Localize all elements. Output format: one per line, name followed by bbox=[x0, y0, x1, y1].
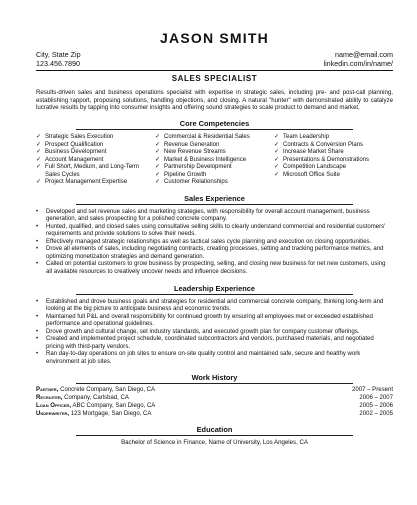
job-row bbox=[36, 411, 393, 419]
checkmark-icon: ✓ bbox=[274, 141, 280, 148]
bullet-text: Drove all elements of sales, including negotiating contracts, creating processes, setting and tracking performance metrics, and optimizing monetization strategies and demand generation. bbox=[46, 246, 384, 260]
bullet-text: Developed and set revenue sales and marketing strategies, with responsibility for overall account management, business generation, and sales prospecting for a polished concrete company. bbox=[46, 208, 370, 223]
competency-item bbox=[274, 142, 393, 150]
job-company: Concrete Company, San Diego, CA bbox=[58, 387, 156, 394]
bullet-item bbox=[36, 351, 393, 366]
competency-label: Full Short, Medium, and Long-Term Sales Cycles bbox=[45, 164, 140, 178]
competency-item bbox=[155, 142, 274, 150]
checkmark-icon: ✓ bbox=[155, 164, 161, 171]
competency-label: Revenue Generation bbox=[164, 141, 220, 148]
job-row bbox=[36, 403, 393, 411]
bullet-icon: • bbox=[36, 208, 39, 215]
bullet-item bbox=[36, 246, 393, 261]
competency-label: Project Management Expertise bbox=[45, 179, 128, 186]
checkmark-icon: ✓ bbox=[155, 156, 161, 163]
bullet-text: Maintained full P&L and overall responsibility for continued growth by ensuring all employees met or exceeded established performance and operational guidelines. bbox=[46, 313, 373, 328]
checkmark-icon: ✓ bbox=[155, 179, 161, 186]
competency-label: Market & Business Intelligence bbox=[164, 156, 247, 163]
summary: Results-driven sales and business operations specialist with expertise in strategic sales, including pre- and post-call planning, establishing rapport, proposing solutions, handling objections, and closing. A natural "hunter" with demonstrated ability to catalyze lucrative results by tapping into consumer insights and offering sound strategies to scale product to demand and market. bbox=[36, 89, 393, 112]
competencies-grid bbox=[36, 134, 393, 187]
bullet-item bbox=[36, 336, 393, 351]
education-heading: Education bbox=[196, 425, 233, 435]
bullet-item bbox=[36, 224, 393, 239]
checkmark-icon: ✓ bbox=[155, 171, 161, 178]
bullet-item bbox=[36, 299, 393, 314]
job-role: Partner, bbox=[36, 387, 59, 394]
competency-item bbox=[155, 172, 274, 180]
competency-item bbox=[155, 164, 274, 172]
bullet-text: Hunted, qualified, and closed sales using consultative selling skills to clearly understand commercial and residential customers' requirements and provide solutions to solve their needs. bbox=[46, 223, 386, 238]
bullet-item bbox=[36, 209, 393, 224]
competency-label: Increase Market Share bbox=[283, 149, 344, 156]
section-divider bbox=[76, 129, 353, 130]
section-divider bbox=[76, 204, 353, 205]
competency-label: Contracts & Conversion Plans bbox=[283, 141, 364, 148]
competency-label: Customer Relationships bbox=[164, 179, 228, 186]
competency-item bbox=[36, 134, 155, 142]
leadership-experience-list bbox=[36, 299, 393, 367]
competency-label: Business Development bbox=[45, 149, 107, 156]
job-position bbox=[36, 387, 155, 395]
work-history-heading: Work History bbox=[191, 373, 238, 383]
bullet-icon: • bbox=[36, 336, 39, 343]
competency-label: Prospect Qualification bbox=[45, 141, 104, 148]
competency-column-2 bbox=[155, 134, 274, 187]
header-rule bbox=[36, 70, 393, 71]
bullet-text: Effectively managed strategic relationships as well as tactical sales cycle planning and execution on closing opportunities. bbox=[46, 238, 372, 245]
bullet-icon: • bbox=[36, 223, 39, 230]
competency-item bbox=[36, 179, 155, 187]
email: name@email.com bbox=[334, 50, 393, 59]
bullet-item bbox=[36, 329, 393, 337]
job-role: Underwriter, bbox=[36, 410, 70, 417]
job-title: SALES SPECIALIST bbox=[171, 74, 258, 83]
bullet-text: Drove growth and cultural change, set industry standards, and executed growth plan for company customer offerings. bbox=[46, 328, 360, 335]
job-role: Loan Officer, bbox=[36, 402, 72, 409]
bullet-icon: • bbox=[36, 261, 39, 268]
linkedin: linkedin.com/in/name/ bbox=[323, 59, 393, 68]
competency-label: Competition Landscape bbox=[283, 164, 347, 171]
checkmark-icon: ✓ bbox=[274, 171, 280, 178]
competency-label: Commercial & Residential Sales bbox=[164, 134, 250, 141]
bullet-text: Ran day-to-day operations on job sites to ensure on-site quality control and maintained safe, secure and healthy work environment at job sites. bbox=[46, 351, 361, 365]
checkmark-icon: ✓ bbox=[274, 156, 280, 163]
bullet-icon: • bbox=[36, 351, 39, 358]
bullet-text: Established and drove business goals and strategies for residential and commercial concrete company, thinking long-term and looking at the big picture to anticipate business and economic trends. bbox=[46, 298, 384, 313]
job-dates: 2006 – 2007 bbox=[359, 395, 393, 402]
checkmark-icon: ✓ bbox=[274, 149, 280, 156]
sales-experience-heading: Sales Experience bbox=[184, 193, 245, 203]
competency-item bbox=[36, 149, 155, 157]
competency-item bbox=[274, 134, 393, 142]
checkmark-icon: ✓ bbox=[36, 149, 42, 156]
sales-experience-list bbox=[36, 209, 393, 277]
contact-right bbox=[323, 50, 393, 68]
job-dates: 2007 – Present bbox=[351, 387, 393, 394]
checkmark-icon: ✓ bbox=[155, 134, 161, 141]
phone: 123.456.7890 bbox=[36, 59, 80, 68]
checkmark-icon: ✓ bbox=[36, 134, 42, 141]
job-position bbox=[36, 403, 155, 411]
competency-item bbox=[155, 149, 274, 157]
job-position bbox=[36, 395, 129, 403]
checkmark-icon: ✓ bbox=[274, 134, 280, 141]
checkmark-icon: ✓ bbox=[155, 141, 161, 148]
contact-left bbox=[36, 50, 81, 68]
section-divider bbox=[76, 294, 353, 295]
bullet-icon: • bbox=[36, 313, 39, 320]
competency-item bbox=[274, 149, 393, 157]
bullet-item bbox=[36, 261, 393, 276]
competency-item bbox=[155, 134, 274, 142]
checkmark-icon: ✓ bbox=[36, 164, 42, 171]
job-row bbox=[36, 387, 393, 395]
competencies-heading: Core Competencies bbox=[179, 119, 250, 129]
bullet-icon: • bbox=[36, 246, 39, 253]
bullet-icon: • bbox=[36, 328, 39, 335]
competency-label: Presentations & Demonstrations bbox=[283, 156, 370, 163]
contact-row bbox=[36, 50, 393, 68]
candidate-name: JASON SMITH bbox=[160, 30, 269, 46]
competency-label: Strategic Sales Execution bbox=[45, 134, 114, 141]
job-company: 123 Mortgage, San Diego, CA bbox=[69, 410, 152, 417]
job-company: ABC Company, San Diego, CA bbox=[71, 402, 156, 409]
competency-label: Microsoft Office Suite bbox=[283, 171, 340, 178]
job-company: Company, Carlsbad, CA bbox=[62, 395, 129, 402]
bullet-item bbox=[36, 314, 393, 329]
competency-label: Team Leadership bbox=[283, 134, 330, 141]
city-state-zip: City, State Zip bbox=[36, 50, 81, 59]
bullet-item bbox=[36, 239, 393, 247]
bullet-text: Created and implemented project schedule, coordinated subcontractors and vendors, purchased materials, and negotiated pricing with third-party vendors. bbox=[46, 336, 374, 350]
section-divider bbox=[76, 383, 353, 384]
bullet-icon: • bbox=[36, 298, 39, 305]
job-position bbox=[36, 411, 151, 419]
checkmark-icon: ✓ bbox=[274, 164, 280, 171]
bullet-icon: • bbox=[36, 238, 39, 245]
competency-item bbox=[36, 157, 155, 165]
competency-item bbox=[36, 142, 155, 150]
competency-label: New Revenue Streams bbox=[164, 149, 226, 156]
competency-column-1 bbox=[36, 134, 155, 187]
competency-item bbox=[274, 172, 393, 180]
competency-label: Partnership Development bbox=[164, 164, 232, 171]
checkmark-icon: ✓ bbox=[155, 149, 161, 156]
competency-item bbox=[274, 164, 393, 172]
competency-item bbox=[155, 157, 274, 165]
job-role: Recruiter, bbox=[36, 395, 63, 402]
work-history-list bbox=[36, 387, 393, 418]
competency-column-3 bbox=[274, 134, 393, 187]
bullet-text: Called on potential customers to grow business by prospecting, selling, and closing new business for net new customers, using all available resources to creatively uncover needs and influence decisions. bbox=[46, 261, 386, 275]
checkmark-icon: ✓ bbox=[36, 179, 42, 186]
competency-label: Pipeline Growth bbox=[164, 171, 207, 178]
competency-label: Account Management bbox=[45, 156, 104, 163]
job-dates: 2005 – 2006 bbox=[359, 402, 393, 409]
checkmark-icon: ✓ bbox=[36, 156, 42, 163]
leadership-experience-heading: Leadership Experience bbox=[174, 283, 255, 293]
competency-item bbox=[274, 157, 393, 165]
checkmark-icon: ✓ bbox=[36, 141, 42, 148]
section-divider bbox=[76, 435, 353, 436]
competency-item bbox=[36, 164, 155, 179]
job-row bbox=[36, 395, 393, 403]
job-dates: 2002 – 2005 bbox=[359, 410, 393, 417]
competency-item bbox=[155, 179, 274, 187]
education-degree: Bachelor of Science in Finance, Name of University, Los Angeles, CA bbox=[121, 439, 308, 447]
